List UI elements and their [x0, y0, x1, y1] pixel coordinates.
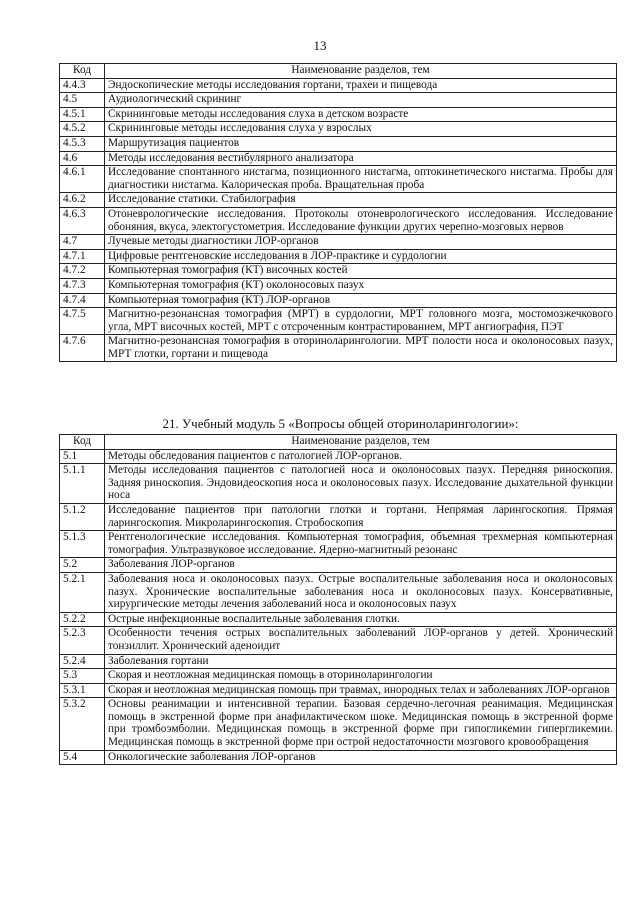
table-row [60, 193, 617, 208]
row-code: 4.7.6 [60, 335, 105, 362]
table-row [60, 669, 617, 684]
table-row [60, 335, 617, 362]
table-row [60, 464, 617, 504]
row-code: 4.4.3 [60, 78, 105, 93]
table-row [60, 531, 617, 558]
header-title: Наименование разделов, тем [105, 435, 617, 450]
row-code: 4.7.3 [60, 278, 105, 293]
table-row [60, 93, 617, 108]
table-header-row [60, 435, 617, 450]
table-row [60, 207, 617, 234]
row-code: 4.6.2 [60, 193, 105, 208]
table-row [60, 612, 617, 627]
row-title: Скрининговые методы исследования слуха у взрослых [105, 122, 617, 137]
row-title: Методы исследования вестибулярного анализатора [105, 151, 617, 166]
row-title: Методы обследования пациентов с патологией ЛОР-органов. [105, 449, 617, 464]
row-code: 5.1.2 [60, 503, 105, 530]
row-title: Компьютерная томография (КТ) височных костей [105, 264, 617, 279]
row-code: 4.5.3 [60, 136, 105, 151]
row-code: 4.6 [60, 151, 105, 166]
row-code: 5.1.3 [60, 531, 105, 558]
row-code: 4.5.2 [60, 122, 105, 137]
table-row [60, 698, 617, 750]
row-title: Методы исследования пациентов с патологией носа и околоносовых пазух. Передняя риноскопия. Задняя риноскопия. Эндовидеоскопия носа и околоносовых пазух. Исследование дыхательной функции носа [105, 464, 617, 504]
row-title: Скорая и неотложная медицинская помощь при травмах, инородных телах и заболеваниях ЛОР-органов [105, 683, 617, 698]
table-row [60, 683, 617, 698]
row-title: Отоневрологические исследования. Протоколы отоневрологического исследования. Исследование обоняния, вкуса, электогустометрия. Исследование функции других черепно-мозговых нервов [105, 207, 617, 234]
row-title: Маршрутизация пациентов [105, 136, 617, 151]
table-row [60, 750, 617, 765]
header-code: Код [60, 435, 105, 450]
row-title: Компьютерная томография (КТ) околоносовых пазух [105, 278, 617, 293]
row-title: Основы реанимации и интенсивной терапии. Базовая сердечно-легочная реанимация. Медицинская помощь в экстренной форме при анафилактическом шоке. Медицинская помощь в экстренной форме при тромбоэмболии. Медицинская помощь в экстренной форме при гипогликемии гипергликемии. Медицинская помощь в экстренной форме при острой недостаточности мозгового кровообращения [105, 698, 617, 750]
row-code: 5.1.1 [60, 464, 105, 504]
row-title: Скорая и неотложная медицинская помощь в оториноларингологии [105, 669, 617, 684]
header-title: Наименование разделов, тем [105, 64, 617, 79]
row-title: Эндоскопические методы исследования гортани, трахеи и пищевода [105, 78, 617, 93]
table-row [60, 627, 617, 654]
table-row [60, 107, 617, 122]
row-code: 5.2.4 [60, 654, 105, 669]
table-row [60, 654, 617, 669]
table-row [60, 78, 617, 93]
row-title: Особенности течения острых воспалительных заболеваний ЛОР-органов у детей. Хронический тонзиллит. Хронический аденоидит [105, 627, 617, 654]
row-code: 4.7.4 [60, 293, 105, 308]
table-row [60, 278, 617, 293]
row-code: 4.7 [60, 235, 105, 250]
row-code: 4.5.1 [60, 107, 105, 122]
row-title: Аудиологический скрининг [105, 93, 617, 108]
row-code: 5.2 [60, 558, 105, 573]
table-row [60, 449, 617, 464]
row-title: Компьютерная томография (КТ) ЛОР-органов [105, 293, 617, 308]
table-row [60, 503, 617, 530]
row-title: Исследование спонтанного нистагма, позиционного нистагма, оптокинетического нистагма. Пробы для диагностики нистагма. Калорическая проба. Вращательная проба [105, 166, 617, 193]
row-code: 4.6.3 [60, 207, 105, 234]
row-code: 5.2.2 [60, 612, 105, 627]
table-row [60, 136, 617, 151]
row-title: Цифровые рентгеновские исследования в ЛОР-практике и сурдологии [105, 249, 617, 264]
table-row [60, 151, 617, 166]
module-heading: 21. Учебный модуль 5 «Вопросы общей оториноларингологии»: [162, 416, 519, 431]
table-row [60, 293, 617, 308]
row-title: Скрининговые методы исследования слуха в детском возрасте [105, 107, 617, 122]
row-code: 5.3 [60, 669, 105, 684]
table-row [60, 558, 617, 573]
table-row [60, 572, 617, 612]
table-row [60, 122, 617, 137]
row-title: Рентгенологические исследования. Компьютерная томография, объемная трехмерная компьютерная томография. Ультразвуковое исследование. Ядерно-магнитный резонанс [105, 531, 617, 558]
row-title: Магнитно-резонансная томография в оториноларингологии. МРТ полости носа и околоносовых пазух, МРТ глотки, гортани и пищевода [105, 335, 617, 362]
row-title: Заболевания гортани [105, 654, 617, 669]
row-title: Заболевания носа и околоносовых пазух. Острые воспалительные заболевания носа и околоносовых пазух. Хронические воспалительные заболевания носа и околоносовых пазух. Консервативные, хирургические методы лечения заболеваний носа и околоносовых пазух [105, 572, 617, 612]
row-code: 5.3.2 [60, 698, 105, 750]
row-title: Исследование пациентов при патологии глотки и гортани. Непрямая ларингоскопия. Прямая ларингоскопия. Микроларингоскопия. Стробоскопия [105, 503, 617, 530]
row-code: 5.2.3 [60, 627, 105, 654]
row-code: 4.7.2 [60, 264, 105, 279]
row-code: 4.7.1 [60, 249, 105, 264]
table-header-row [60, 64, 617, 79]
row-title: Острые инфекционные воспалительные заболевания глотки. [105, 612, 617, 627]
row-code: 5.2.1 [60, 572, 105, 612]
row-title: Онкологические заболевания ЛОР-органов [105, 750, 617, 765]
row-title: Исследование статики. Стабилография [105, 193, 617, 208]
row-code: 4.6.1 [60, 166, 105, 193]
table-row [60, 308, 617, 335]
topics-table-module-5 [59, 434, 617, 765]
table-row [60, 264, 617, 279]
row-code: 4.7.5 [60, 308, 105, 335]
row-code: 5.4 [60, 750, 105, 765]
row-title: Лучевые методы диагностики ЛОР-органов [105, 235, 617, 250]
table-row [60, 166, 617, 193]
row-title: Магнитно-резонансная томография (МРТ) в сурдологии, МРТ головного мозга, мостомозжечкового угла, МРТ височных костей, МРТ с отсроченным контрастированием, МРТ ангиография, ПЭТ [105, 308, 617, 335]
header-code: Код [60, 64, 105, 79]
row-code: 5.3.1 [60, 683, 105, 698]
table-row [60, 235, 617, 250]
topics-table-module-4 [59, 63, 617, 362]
row-title: Заболевания ЛОР-органов [105, 558, 617, 573]
row-code: 4.5 [60, 93, 105, 108]
table-row [60, 249, 617, 264]
page-number: 13 [313, 38, 327, 53]
row-code: 5.1 [60, 449, 105, 464]
